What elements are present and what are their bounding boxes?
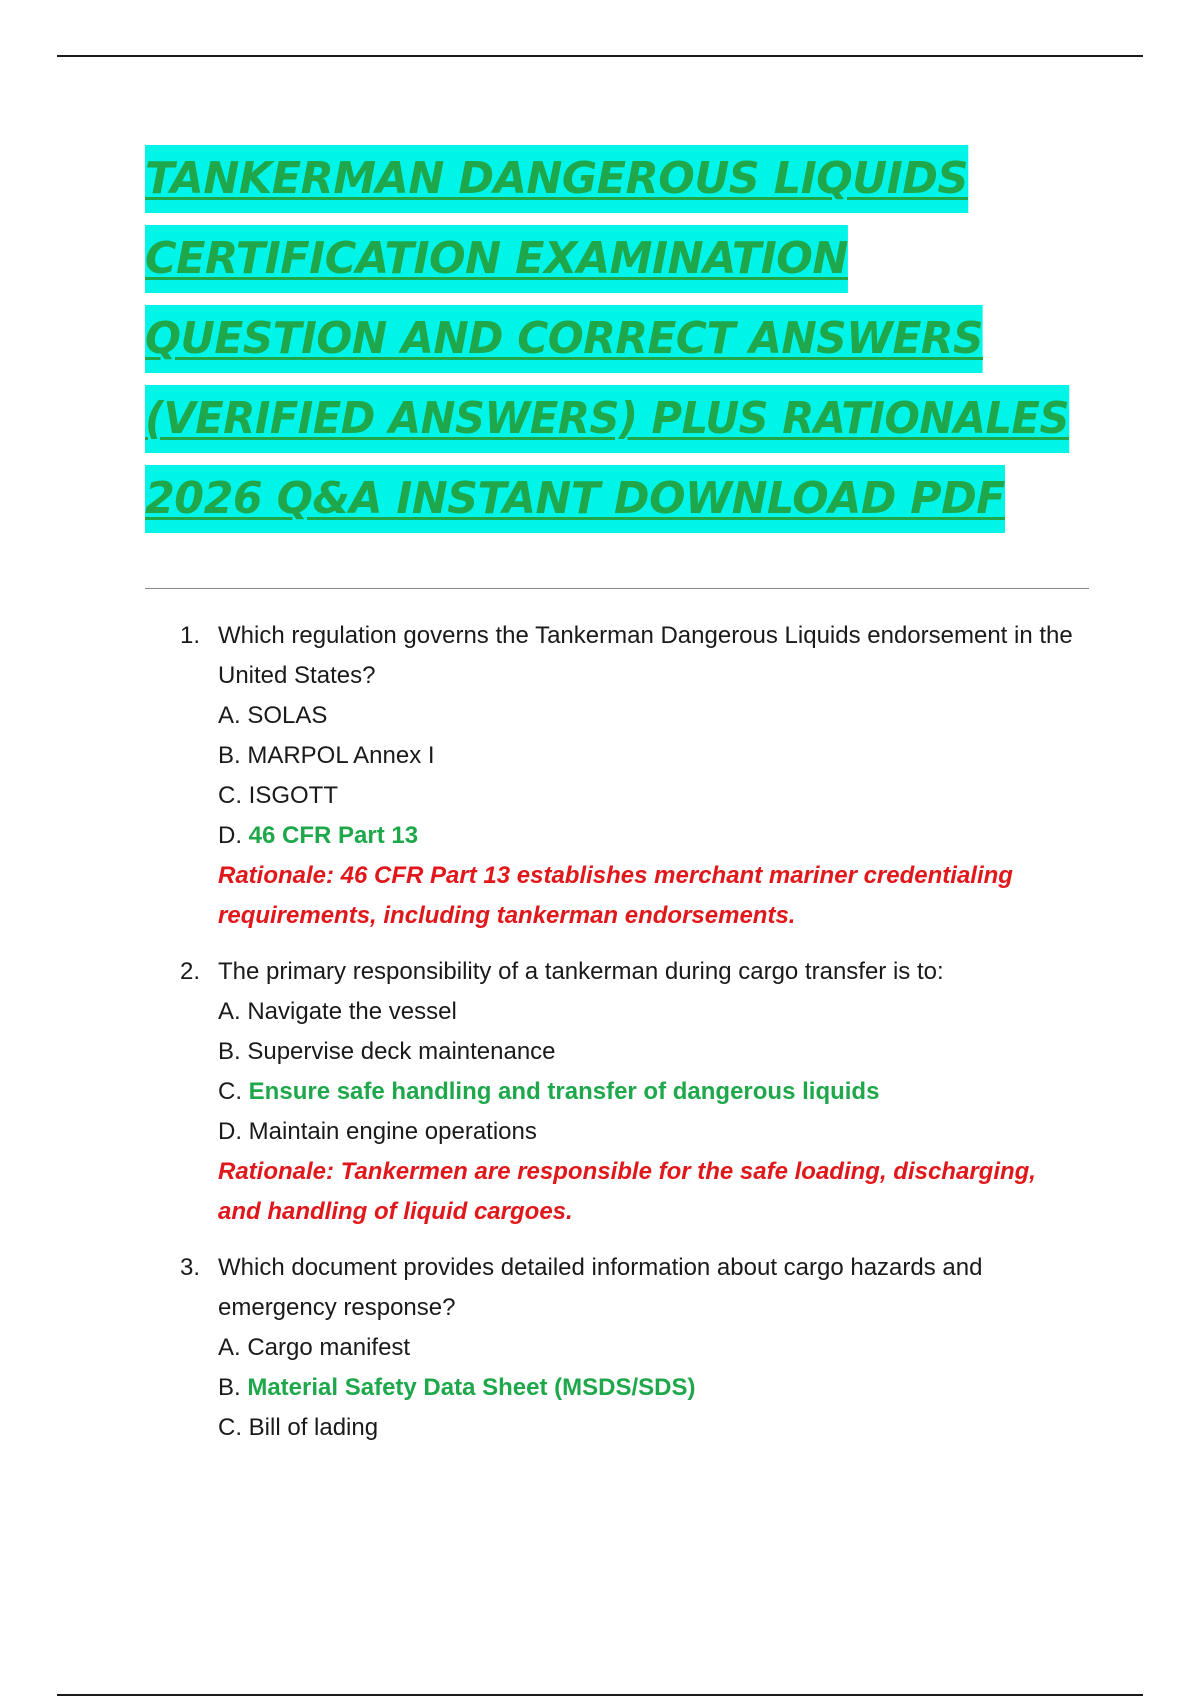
answer-option-correct (218, 1072, 1080, 1112)
option-text: MARPOL Annex I (247, 742, 435, 769)
option-text: Navigate the vessel (247, 998, 457, 1025)
option-letter: D. (218, 822, 249, 849)
question-number: 2. (180, 958, 201, 985)
question-item (180, 952, 1080, 1232)
answer-option (218, 1408, 1080, 1448)
option-text: Bill of lading (248, 1414, 379, 1441)
correct-answer-text: Material Safety Data Sheet (MSDS/SDS) (247, 1374, 696, 1401)
answer-option (218, 1032, 1080, 1072)
option-letter: B. (218, 1374, 248, 1401)
title-text: QUESTION AND CORRECT ANSWERS (145, 305, 983, 373)
bottom-rule (57, 1694, 1143, 1696)
option-letter: D. (218, 1118, 249, 1145)
title-line (145, 305, 1105, 385)
question-item (180, 1248, 1080, 1448)
rationale-text: Rationale: 46 CFR Part 13 establishes merchant mariner credentialing requirements, including tankerman endorsements. (218, 862, 1013, 929)
question-text: Which regulation governs the Tankerman Dangerous Liquids endorsement in the United States? (218, 622, 1073, 689)
correct-answer-text: Ensure safe handling and transfer of dangerous liquids (248, 1078, 880, 1105)
title-line (145, 385, 1105, 465)
title-text: (VERIFIED ANSWERS) PLUS RATIONALES (145, 385, 1069, 453)
option-text: Cargo manifest (247, 1334, 411, 1361)
option-letter: A. (218, 998, 248, 1025)
question-text: Which document provides detailed information about cargo hazards and emergency response? (218, 1254, 983, 1321)
question-number: 1. (180, 622, 201, 649)
question-item (180, 616, 1080, 936)
title-text: 2026 Q&A INSTANT DOWNLOAD PDF (145, 465, 1005, 533)
option-letter: A. (218, 702, 248, 729)
question-number: 3. (180, 1254, 201, 1281)
option-letter: B. (218, 1038, 248, 1065)
title-text: CERTIFICATION EXAMINATION (145, 225, 848, 293)
top-rule (57, 55, 1143, 57)
option-letter: C. (218, 1078, 249, 1105)
answer-option (218, 696, 1080, 736)
answer-option (218, 1328, 1080, 1368)
title-line (145, 145, 1105, 225)
option-letter: C. (218, 1414, 249, 1441)
title-line (145, 225, 1105, 305)
answer-option-correct (218, 1368, 1080, 1408)
option-letter: C. (218, 782, 249, 809)
section-divider (145, 588, 1089, 589)
option-text: Supervise deck maintenance (247, 1038, 556, 1065)
answer-option (218, 776, 1080, 816)
answer-option (218, 736, 1080, 776)
document-title (145, 145, 1105, 545)
correct-answer-text: 46 CFR Part 13 (248, 822, 419, 849)
rationale-text: Rationale: Tankermen are responsible for the safe loading, discharging, and handling of liquid cargoes. (218, 1158, 1036, 1225)
option-text: ISGOTT (248, 782, 339, 809)
question-body (218, 1248, 1080, 1448)
title-text: TANKERMAN DANGEROUS LIQUIDS (145, 145, 968, 213)
option-letter: A. (218, 1334, 248, 1361)
question-body (218, 952, 1080, 1232)
answer-option (218, 992, 1080, 1032)
answer-option-correct (218, 816, 1080, 856)
title-line (145, 465, 1105, 545)
question-body (218, 616, 1080, 936)
option-text: SOLAS (247, 702, 328, 729)
question-text: The primary responsibility of a tankerman during cargo transfer is to: (218, 958, 944, 985)
option-letter: B. (218, 742, 248, 769)
question-list (180, 616, 1080, 1464)
answer-option (218, 1112, 1080, 1152)
option-text: Maintain engine operations (248, 1118, 537, 1145)
